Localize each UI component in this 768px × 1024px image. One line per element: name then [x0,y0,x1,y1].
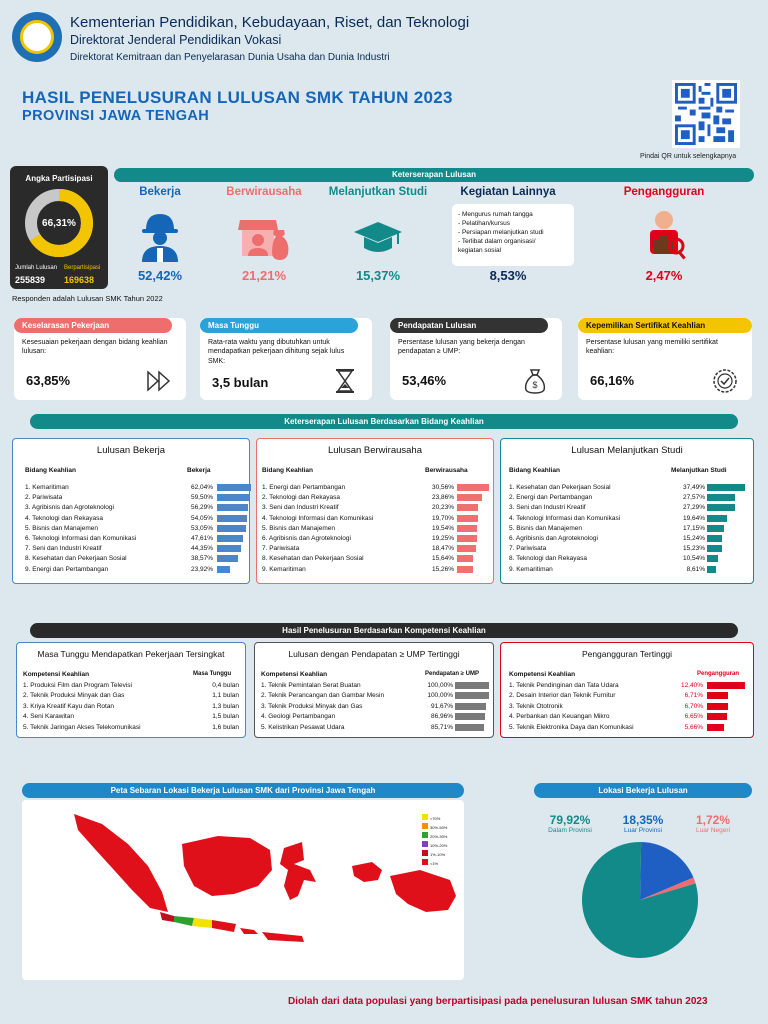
table-row [255,691,493,701]
kpi-title: Pendapatan Lulusan [390,318,548,333]
row-label: 3. Agribisnis dan Agroteknologi [25,504,114,512]
map-title: Peta Sebaran Lokasi Bekerja Lulusan SMK dari Provinsi Jawa Tengah [22,783,464,798]
bar [707,566,716,573]
row-label: 9. Kemaritiman [262,565,306,573]
map-legend: >70% 30%-50% 20%-30% 10%-20% 1%-10% <1% [422,814,447,868]
page-subtitle: PROVINSI JAWA TENGAH [22,108,210,124]
bar [217,566,230,573]
table-row [501,702,753,712]
bar [457,484,489,491]
table-row [501,503,753,513]
table-row [257,503,493,513]
panel-pendapatan-ump [254,642,494,738]
absorption-label: Kegiatan Lainnya [460,186,556,198]
bar [217,484,251,491]
dirjen-name: Direktorat Jenderal Pendidikan Vokasi [70,33,282,47]
row-label: 5. Bisnis dan Manajemen [509,524,582,532]
col-header-name: Bidang Keahlian [262,467,313,474]
participation-donut [22,186,96,260]
row-value: 19,64% [682,514,705,522]
row-value: 6,65% [684,713,703,721]
row-label: 1. Produksi Film dan Program Televisi [23,682,132,689]
table-row [17,723,245,733]
forward-icon [144,366,174,396]
absorption-melanjutkan-studi [318,186,438,267]
qr-note: Pindai QR untuk selengkapnya [640,153,737,160]
panel-masa-tunggu [16,642,246,738]
kpi-value: 3,5 bulan [212,375,269,390]
table-row [501,514,753,524]
row-label: 4. Teknologi Informasi dan Komunikasi [509,514,621,522]
bar [707,713,727,720]
row-value: 1,5 bulan [212,713,239,721]
row-value: 18,47% [431,545,454,553]
map-nusa-tenggara [240,928,258,934]
certificate-icon [710,366,740,396]
row-value: 23,86% [431,494,454,502]
kpi-pendapatan [390,318,562,400]
table-row [257,524,493,534]
col-header-name: Bidang Keahlian [509,467,560,474]
row-value: 91,67% [430,702,453,710]
row-label: 2. Teknik Perancangan dan Gambar Mesin [261,692,385,700]
bar [457,535,477,542]
absorption-bekerja [100,186,220,267]
col-header-name: Kompetensi Keahlian [261,671,328,678]
row-label: 6. Agribisnis dan Agroteknologi [509,535,598,542]
row-label: 4. Geologi Pertambangan [261,713,336,721]
col-header-name: Bidang Keahlian [25,467,76,474]
row-value: 0,4 bulan [212,682,239,689]
bar [217,545,241,552]
bar [455,692,489,699]
absorption-pengangguran [604,186,724,267]
row-value: 19,54% [431,524,454,532]
kpi-desc: Rata-rata waktu yang dibutuhkan untuk mendapatkan pekerjaan dihitung sejak lulus SMK: [208,339,345,365]
bar [457,515,478,522]
map-jawa-timur [212,920,236,932]
kpi-keselarasan [14,318,186,400]
kpi-sertifikat [578,318,752,400]
table-row [255,712,493,722]
table-row [17,712,245,722]
row-value: 15,64% [431,555,454,563]
absorption-kegiatan-lainnya [448,186,568,198]
bar [455,713,485,720]
row-value: 56,29% [190,504,213,512]
unemployed-icon [636,206,692,262]
bar [707,535,722,542]
table-row [257,483,493,493]
row-label: 5. Teknik Elektronika Daya dan Komunikasi [509,723,634,731]
bar [457,566,473,573]
table-row [13,493,249,503]
row-label: 4. Teknologi Informasi dan Komunikasi [262,514,374,522]
table-row [13,514,249,524]
table-row [501,524,753,534]
panel-title: Lulusan dengan Pendapatan ≥ UMP Tertinggi [288,649,460,659]
row-value: 54,05% [190,514,213,522]
row-label: 2. Teknologi dan Rekayasa [262,494,340,502]
bar [455,682,489,689]
row-value: 1,1 bulan [212,692,239,700]
row-value: 15,24% [682,535,705,542]
row-label: 1. Kesehatan dan Pekerjaan Sosial [509,484,611,491]
row-value: 44,35% [190,545,213,553]
participation-card [10,166,108,289]
table-row [13,534,249,544]
col-header-name: Kompetensi Keahlian [23,671,90,678]
row-value: 47,61% [190,535,213,542]
lokasi-pie [580,840,700,960]
respondent-note: Responden adalah Lulusan SMK Tahun 2022 [12,294,163,303]
absorption-title: Keterserapan Lulusan [114,168,754,182]
map-jawa-tengah [192,918,212,928]
bar [457,545,476,552]
kpi-title: Masa Tunggu [200,318,358,333]
direktorat-name: Direktorat Kemitraan dan Penyelarasan Dunia Usaha dan Dunia Industri [70,52,390,63]
bar [457,504,478,511]
row-value: 30,56% [431,484,454,491]
lokasi-label-dalam: Dalam Provinsi [548,827,592,834]
total-graduates-value: 255839 [15,275,46,285]
row-value: 23,92% [190,565,213,573]
absorption-label: Melanjutkan Studi [328,186,428,198]
row-label: 2. Pariwisata [25,494,63,502]
header [0,0,768,72]
panel-title: Lulusan Melanjutkan Studi [571,445,683,456]
row-label: 3. Seni dan Industri Kreatif [509,504,586,512]
bar [707,504,735,511]
absorption-berwirausaha [204,186,324,267]
map-sumatra [74,814,168,912]
participated-value: 169638 [64,275,95,285]
bar [217,504,248,511]
ministry-logo-icon [12,12,62,62]
table-row [501,483,753,493]
bar [217,525,246,532]
table-row [501,691,753,701]
row-value: 15,26% [431,565,454,573]
table-row [257,544,493,554]
row-label: 3. Teknik Ototronik [509,702,563,710]
row-label: 9. Energi dan Pertambangan [25,565,109,573]
map-sulawesi [280,842,316,900]
table-row [13,544,249,554]
panel-lulusan-bekerja [12,438,250,584]
row-label: 8. Kesehatan dan Pekerjaan Sosial [262,555,364,563]
row-label: 7. Seni dan Industri Kreatif [25,545,102,553]
kpi-title: Kepemilikan Sertifikat Keahlian [578,318,752,333]
row-value: 1,6 bulan [212,723,239,731]
row-label: 4. Teknologi dan Rekayasa [25,514,103,522]
table-row [501,544,753,554]
row-label: 8. Teknologi dan Rekayasa [509,555,587,563]
kpi-masa-tunggu [200,318,372,400]
table-row [13,483,249,493]
bar [707,555,718,562]
row-label: 6. Agribisnis dan Agroteknologi [262,535,351,542]
row-value: 6,70% [684,702,703,710]
kpi-desc: Kesesuaian pekerjaan dengan bidang keahlian lulusan: [22,339,168,356]
row-label: 3. Kriya Kreatif Kayu dan Rotan [23,702,115,710]
table-row [501,712,753,722]
row-label: 5. Bisnis dan Manajemen [25,524,98,532]
col-header-value: Pengangguran [697,671,740,677]
table-row [13,565,249,575]
map-maluku [352,862,382,882]
shop-icon [236,206,292,262]
row-label: 7. Pariwisata [509,545,547,553]
bar [455,703,486,710]
row-value: 62,04% [190,484,213,491]
bar [455,724,484,731]
qr-code-icon[interactable] [672,80,740,148]
absorption-value-bekerja: 52,42% [137,268,183,283]
bar [707,484,745,491]
row-label: 1. Teknik Pendinginan dan Tata Udara [509,682,619,689]
row-label: 7. Pariwisata [262,545,300,553]
bar [217,535,243,542]
bar [707,525,724,532]
table-row [17,691,245,701]
col-header-value: Masa Tunggu [193,671,232,677]
row-label: 5. Kelistrikan Pesawat Udara [261,723,345,731]
table-row [257,565,493,575]
kpi-value: 53,46% [402,373,447,388]
row-label: 2. Energi dan Pertambangan [509,494,593,502]
map-banten [160,912,174,922]
row-value: 53,05% [190,524,213,532]
lokasi-value-luar-provinsi: 18,35% [622,813,664,827]
table-row [17,702,245,712]
bar [707,515,727,522]
row-label: 9. Kemaritiman [509,565,553,573]
row-label: 1. Teknik Pemintalan Serat Buatan [261,682,361,689]
absorption-label: Berwirausaha [226,186,302,198]
table-row [257,493,493,503]
hourglass-icon [330,366,360,396]
bar [707,494,735,501]
lokasi-label-luar-negeri: Luar Negeri [696,827,730,834]
panel-lulusan-berwirausaha [256,438,494,584]
row-value: 85,71% [430,723,453,731]
worker-icon [132,206,188,262]
absorption-label: Bekerja [139,186,181,198]
lokasi-value-dalam: 79,92% [549,813,591,827]
row-value: 27,29% [682,504,705,512]
table-row [257,554,493,564]
money-bag-icon [520,366,550,396]
absorption-value-kegiatan-lainnya: 8,53% [489,268,527,283]
absorption-value-melanjutkan-studi: 15,37% [355,268,401,283]
row-value: 38,57% [190,555,213,563]
bar [707,545,722,552]
panel-title: Pengangguran Tertinggi [581,649,673,659]
bar [707,682,745,689]
row-value: 20,23% [431,504,454,512]
panel-pengangguran [500,642,754,738]
row-value: 5,66% [684,723,703,731]
ministry-name: Kementerian Pendidikan, Kebudayaan, Riset, dan Teknologi [70,14,470,31]
table-row [17,681,245,691]
svg-text:$: $ [532,380,538,390]
lokasi-title: Lokasi Bekerja Lulusan [534,783,752,798]
row-value: 37,49% [682,484,705,491]
row-label: 6. Teknologi Informasi dan Komunikasi [25,535,137,542]
panel-title: Lulusan Bekerja [96,445,166,456]
lokasi-label-luar-provinsi: Luar Provinsi [624,827,662,834]
col-header-value: Pendapatan ≥ UMP [425,671,479,677]
graduation-cap-icon [350,206,406,262]
participation-title: Angka Partisipasi [25,174,93,183]
row-label: 8. Kesehatan dan Pekerjaan Sosial [25,555,127,563]
col-header-value: Bekerja [187,467,211,474]
row-value: 6,71% [684,692,703,700]
row-value: 12,40% [680,682,703,689]
panel-title: Lulusan Berwirausaha [327,445,422,456]
row-label: 3. Teknik Produksi Minyak dan Gas [261,702,363,710]
map-jawa-barat [174,916,194,926]
bar [217,555,238,562]
bar [707,724,724,731]
map-nusa-tenggara-timur [262,932,304,942]
table-row [501,534,753,544]
col-header-value: Melanjutkan Studi [671,467,727,474]
bar [707,703,728,710]
table-row [501,554,753,564]
table-row [13,524,249,534]
table-row [501,681,753,691]
other-activities-list: - Mengurus rumah tangga - Pelatihan/kursus - Persiapan melanjutkan studi - Terlibat dalam organisasi/ kegiatan sosial [452,204,574,266]
col-header-name: Kompetensi Keahlian [509,671,576,678]
bar [217,494,250,501]
kpi-desc: Persentase lulusan yang memiliki sertifikat keahlian: [586,339,718,356]
table-row [501,493,753,503]
row-label: 1. Kemaritiman [25,484,69,491]
indonesia-map[interactable] [22,800,464,980]
row-label: 4. Seni Karawitan [23,713,74,721]
participation-percent: 66,31% [42,218,76,229]
panel-title: Masa Tunggu Mendapatkan Pekerjaan Tersingkat [37,649,225,659]
col-header-value: Berwirausaha [425,467,468,474]
absorption-value-berwirausaha: 21,21% [241,268,287,283]
row-label: 5. Teknik Jaringan Akses Telekomunikasi [23,723,141,731]
row-label: 2. Teknik Produksi Minyak dan Gas [23,692,125,700]
map-kalimantan [182,836,272,896]
lokasi-value-luar-negeri: 1,72% [695,813,731,827]
row-value: 10,54% [682,555,705,563]
row-value: 100,00% [427,692,453,700]
row-label: 5. Bisnis dan Manajemen [262,524,335,532]
absorption-label: Pengangguran [623,186,705,198]
row-value: 15,23% [682,545,705,553]
row-value: 19,25% [431,535,454,542]
row-value: 17,15% [682,524,705,532]
section-bidang-title: Keterserapan Lulusan Berdasarkan Bidang Keahlian [30,414,738,429]
row-value: 59,50% [190,494,213,502]
row-value: 1,3 bulan [212,702,239,710]
row-value: 86,96% [430,713,453,721]
kpi-value: 63,85% [26,373,71,388]
table-row [255,681,493,691]
table-row [13,554,249,564]
kpi-desc: Persentase lulusan yang bekerja dengan pendapatan ≥ UMP: [398,339,525,356]
bar [217,515,247,522]
row-label: 4. Perbankan dan Keuangan Mikro [509,713,610,721]
total-graduates-label: Jumlah Lulusan [15,265,58,271]
row-value: 100,00% [427,682,453,689]
map-papua [390,870,456,912]
table-row [257,514,493,524]
kpi-value: 66,16% [590,373,635,388]
participated-label: Berpartisipasi [64,265,101,271]
row-label: 2. Desain Interior dan Teknik Furnitur [509,692,616,700]
row-label: 1. Energi dan Pertambangan [262,484,346,491]
table-row [255,702,493,712]
row-value: 27,57% [682,494,705,502]
bar [707,692,728,699]
bar [457,555,473,562]
footer-note: Diolah dari data populasi yang berpartisipasi pada penelusuran lulusan SMK tahun 2023 [288,996,708,1007]
table-row [501,565,753,575]
table-row [255,723,493,733]
row-value: 8,61% [686,565,705,573]
section-kompetensi-title: Hasil Penelusuran Berdasarkan Kompetensi Keahlian [30,623,738,638]
bar [457,494,482,501]
table-row [501,723,753,733]
table-row [257,534,493,544]
absorption-value-pengangguran: 2,47% [645,268,683,283]
kpi-title: Keselarasan Pekerjaan [14,318,172,333]
table-row [13,503,249,513]
row-label: 3. Seni dan Industri Kreatif [262,504,339,512]
row-value: 19,70% [431,514,454,522]
map-panel [22,800,464,980]
bar [457,525,477,532]
panel-lulusan-melanjutkan-studi [500,438,754,584]
page-title: HASIL PENELUSURAN LULUSAN SMK TAHUN 2023 [22,88,453,107]
